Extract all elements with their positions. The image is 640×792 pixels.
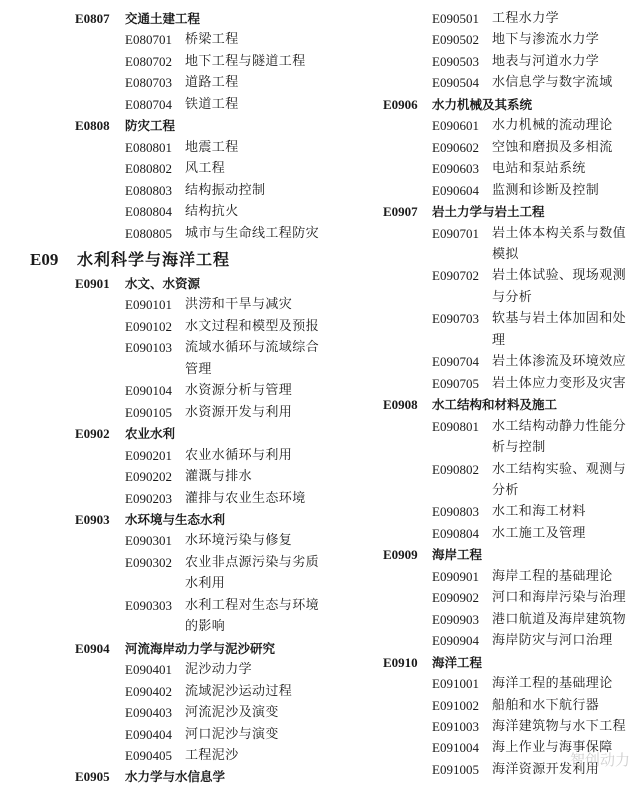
item-code: E090704 <box>432 354 479 370</box>
item-code: E090202 <box>125 469 172 485</box>
item-text: 海岸工程的基础理论 <box>492 568 613 584</box>
section-heading <box>0 115 340 136</box>
section-heading <box>0 8 340 29</box>
item-text: 水信息学与数字流域 <box>492 75 613 91</box>
list-item <box>372 51 640 72</box>
section-code: E0903 <box>75 511 110 527</box>
item-code: E090503 <box>432 53 479 69</box>
list-item <box>0 702 340 723</box>
list-item <box>0 402 340 423</box>
item-text: 水工结构动静力性能分析与控制 <box>492 418 627 456</box>
item-code: E080804 <box>125 204 172 220</box>
discipline-heading <box>0 246 340 273</box>
list-item <box>0 530 340 551</box>
list-item <box>372 137 640 158</box>
list-item <box>372 115 640 136</box>
item-text: 海洋工程的基础理论 <box>492 676 613 692</box>
item-text: 河口泥沙与演变 <box>185 726 279 742</box>
section-code: E0904 <box>75 640 110 656</box>
item-code: E090402 <box>125 683 172 699</box>
list-item <box>0 137 340 158</box>
list-item <box>0 180 340 201</box>
item-code: E090401 <box>125 662 172 678</box>
item-code: E090701 <box>432 225 479 241</box>
item-text: 空蚀和磨损及多相流 <box>492 139 613 155</box>
item-code: E090802 <box>432 461 479 477</box>
item-text: 岩土体应力变形及灾害 <box>492 375 627 391</box>
item-text: 农业水循环与利用 <box>185 447 293 463</box>
item-code: E080704 <box>125 96 172 112</box>
item-code: E091004 <box>432 740 479 756</box>
section-code: E0908 <box>383 397 418 413</box>
item-code: E090105 <box>125 404 172 420</box>
discipline-code: E09 <box>30 249 59 269</box>
item-code: E090803 <box>432 504 479 520</box>
section-code: E0807 <box>75 11 110 26</box>
item-text: 岩土体试验、现场观测与分析 <box>492 268 627 305</box>
list-item <box>372 695 640 716</box>
section-heading <box>0 509 340 530</box>
list-item <box>0 51 340 72</box>
item-text: 水利工程对生态与环境的影响 <box>185 597 320 635</box>
section-heading <box>372 94 640 115</box>
item-text: 地下与渗流水力学 <box>492 32 600 48</box>
list-item <box>0 681 340 702</box>
item-text: 船舶和水下航行器 <box>492 697 600 713</box>
item-code: E080801 <box>125 139 172 155</box>
list-item <box>372 265 640 308</box>
item-code: E090901 <box>432 568 479 584</box>
list-item <box>372 29 640 50</box>
list-item <box>372 587 640 608</box>
item-text: 农业非点源污染与劣质水利用 <box>185 554 320 592</box>
item-code: E090904 <box>432 633 479 649</box>
list-item <box>372 416 640 459</box>
section-heading <box>0 638 340 659</box>
list-item <box>0 488 340 509</box>
item-code: E090705 <box>432 375 479 391</box>
item-code: E090404 <box>125 726 172 742</box>
item-code: E090302 <box>125 554 172 570</box>
list-item <box>372 180 640 201</box>
item-text: 监测和诊断及控制 <box>492 182 600 198</box>
section-title: 岩土力学与岩土工程 <box>432 204 545 220</box>
item-code: E090902 <box>432 590 479 606</box>
list-item <box>372 716 640 737</box>
item-code: E090501 <box>432 11 479 26</box>
section-title: 交通土建工程 <box>125 11 201 26</box>
list-item <box>372 8 640 29</box>
list-item <box>372 158 640 179</box>
section-code: E0905 <box>75 769 110 785</box>
list-item <box>0 72 340 93</box>
item-text: 软基与岩土体加固和处理 <box>492 311 627 348</box>
item-code: E090801 <box>432 418 479 434</box>
list-item <box>372 308 640 351</box>
list-item <box>0 552 340 595</box>
section-heading <box>372 394 640 415</box>
item-text: 岩土体本构关系与数值模拟 <box>492 225 627 262</box>
item-text: 海上作业与海事保障 <box>492 740 613 756</box>
item-text: 流域泥沙运动过程 <box>185 683 293 699</box>
section-title: 水环境与生态水利 <box>125 511 226 527</box>
item-text: 河口和海岸污染与治理 <box>492 590 627 606</box>
item-code: E090702 <box>432 268 479 284</box>
item-code: E090103 <box>125 340 172 356</box>
item-text: 水工结构实验、观测与分析 <box>492 461 627 498</box>
item-text: 工程泥沙 <box>185 747 239 763</box>
section-title: 防灾工程 <box>125 118 176 134</box>
list-item <box>372 72 640 93</box>
section-title: 水力机械及其系统 <box>432 96 533 112</box>
item-text: 流域水循环与流域综合管理 <box>185 340 320 377</box>
list-item <box>372 459 640 502</box>
list-item <box>372 501 640 522</box>
section-heading <box>372 544 640 565</box>
item-code: E080702 <box>125 53 172 69</box>
list-item <box>372 523 640 544</box>
item-text: 水资源开发与利用 <box>185 404 293 420</box>
right-column <box>372 8 640 780</box>
item-text: 水力机械的流动理论 <box>492 118 613 134</box>
item-code: E090301 <box>125 533 172 549</box>
list-item <box>372 630 640 651</box>
list-item <box>372 673 640 694</box>
left-column <box>0 8 340 788</box>
item-text: 港口航道及海岸建筑物 <box>492 611 627 627</box>
item-code: E090405 <box>125 747 172 763</box>
section-code: E0901 <box>75 275 110 291</box>
item-code: E080701 <box>125 32 172 48</box>
section-heading <box>372 652 640 673</box>
list-item <box>372 566 640 587</box>
item-text: 结构振动控制 <box>185 182 266 198</box>
item-text: 灌溉与排水 <box>185 469 253 485</box>
list-item <box>372 351 640 372</box>
section-code: E0906 <box>383 96 418 112</box>
item-code: E090101 <box>125 297 172 313</box>
item-text: 地震工程 <box>185 139 239 155</box>
item-text: 岩土体渗流及环境效应 <box>492 354 627 370</box>
item-text: 道路工程 <box>185 75 239 91</box>
item-code: E080802 <box>125 161 172 177</box>
list-item <box>0 29 340 50</box>
item-code: E090201 <box>125 447 172 463</box>
discipline-title: 水利科学与海洋工程 <box>77 249 231 269</box>
item-code: E090303 <box>125 597 172 613</box>
section-code: E0910 <box>383 654 418 670</box>
list-item <box>0 201 340 222</box>
item-code: E090903 <box>432 611 479 627</box>
item-code: E090203 <box>125 490 172 506</box>
section-code: E0808 <box>75 118 110 134</box>
item-text: 海洋建筑物与水下工程 <box>492 718 627 734</box>
item-text: 电站和泵站系统 <box>492 161 586 177</box>
item-code: E090102 <box>125 318 172 334</box>
item-code: E080703 <box>125 75 172 91</box>
item-code: E090403 <box>125 705 172 721</box>
item-text: 桥梁工程 <box>185 32 239 48</box>
list-item <box>0 316 340 337</box>
item-code: E090502 <box>432 32 479 48</box>
item-text: 城市与生命线工程防灾 <box>185 225 320 241</box>
section-heading <box>372 201 640 222</box>
item-text: 河流泥沙及演变 <box>185 705 279 721</box>
list-item <box>0 380 340 401</box>
item-code: E080803 <box>125 182 172 198</box>
section-title: 海洋工程 <box>432 654 483 670</box>
item-code: E090504 <box>432 75 479 91</box>
item-code: E090104 <box>125 383 172 399</box>
item-code: E091005 <box>432 761 479 777</box>
list-item <box>0 724 340 745</box>
item-code: E091001 <box>432 676 479 692</box>
list-item <box>372 223 640 266</box>
list-item <box>0 445 340 466</box>
item-code: E090804 <box>432 525 479 541</box>
list-item <box>0 595 340 638</box>
section-heading <box>0 273 340 294</box>
item-code: E090603 <box>432 161 479 177</box>
item-text: 海岸防灾与河口治理 <box>492 633 613 649</box>
section-code: E0909 <box>383 547 418 563</box>
section-heading <box>0 766 340 787</box>
item-code: E090601 <box>432 118 479 134</box>
section-code: E0902 <box>75 426 110 442</box>
item-text: 铁道工程 <box>185 96 239 112</box>
list-item <box>0 745 340 766</box>
item-text: 工程水力学 <box>492 11 560 26</box>
item-text: 风工程 <box>185 161 226 177</box>
item-text: 水工和海工材料 <box>492 504 586 520</box>
item-text: 水环境污染与修复 <box>185 533 293 549</box>
item-code: E091002 <box>432 697 479 713</box>
item-text: 泥沙动力学 <box>185 662 253 678</box>
item-text: 海洋资源开发利用 <box>492 761 600 777</box>
item-text: 灌排与农业生态环境 <box>185 490 306 506</box>
list-item <box>0 337 340 380</box>
item-code: E090602 <box>432 139 479 155</box>
item-code: E080805 <box>125 225 172 241</box>
item-code: E090604 <box>432 182 479 198</box>
list-item <box>372 609 640 630</box>
list-item <box>0 94 340 115</box>
section-title: 水文、水资源 <box>125 275 201 291</box>
list-item <box>0 223 340 244</box>
list-item <box>0 294 340 315</box>
list-item <box>0 659 340 680</box>
list-item <box>0 466 340 487</box>
item-text: 洪涝和干旱与减灾 <box>185 297 293 313</box>
item-text: 水文过程和模型及预报 <box>185 318 320 334</box>
section-title: 海岸工程 <box>432 547 483 563</box>
item-text: 地下工程与隧道工程 <box>185 53 306 69</box>
item-text: 水资源分析与管理 <box>185 383 293 399</box>
list-item <box>372 373 640 394</box>
item-text: 水工施工及管理 <box>492 525 586 541</box>
item-code: E091003 <box>432 718 479 734</box>
section-title: 水力学与水信息学 <box>125 769 226 785</box>
section-code: E0907 <box>383 204 418 220</box>
item-code: E090703 <box>432 311 479 327</box>
section-title: 水工结构和材料及施工 <box>432 397 558 413</box>
section-title: 农业水利 <box>125 426 176 442</box>
item-text: 地表与河道水力学 <box>492 53 600 69</box>
item-text: 结构抗火 <box>185 204 239 220</box>
list-item <box>0 158 340 179</box>
section-title: 河流海岸动力学与泥沙研究 <box>125 640 276 656</box>
watermark: 智创动力 <box>569 751 630 769</box>
section-heading <box>0 423 340 444</box>
